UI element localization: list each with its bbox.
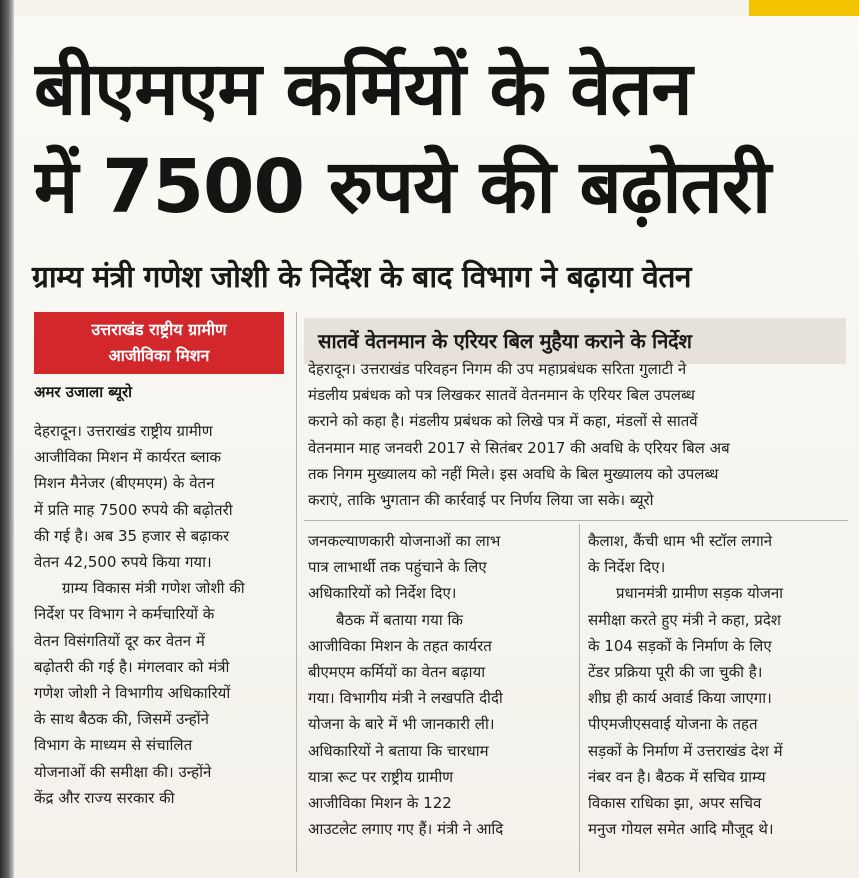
column-line: आजीविका मिशन में कार्यरत ब्लाक [34,448,221,467]
section-tag [34,312,284,374]
column-line: अधिकारियों को निर्देश दिए। [308,584,457,603]
sidebar-heading: सातवें वेतनमान के एरियर बिल मुहैया कराने के निर्देश [304,318,846,364]
story-column-left [34,418,284,811]
column-line: देहरादून। उत्तराखंड राष्ट्रीय ग्रामीण [34,422,213,440]
column-line: कैलाश, कैंची धाम भी स्टॉल लगाने [588,532,773,550]
section-tag-line-1: उत्तराखंड राष्ट्रीय ग्रामीण [91,320,227,339]
column-line: गया। विभागीय मंत्री ने लखपति दीदी [308,689,503,708]
column-line: योजना के बारे में भी जानकारी ली। [308,715,495,734]
column-line: बीएमएम कर्मियों का वेतन बढ़ाया [308,663,486,682]
sidebar-bottom-rule [304,520,848,521]
column-line: पात्र लाभार्थी तक पहुंचाने के लिए [308,558,487,577]
sidebar-line: कराएं, ताकि भुगतान की कार्रवाई पर निर्णय लिया जा सके। ब्यूरो [308,491,654,510]
headline [34,40,846,236]
column-line: वेतन 42,500 रुपये किया गया। [34,553,212,572]
column-line: सड़कों के निर्माण में उत्तराखंड देश में [588,741,783,760]
column-line: ग्राम्य विकास मंत्री गणेश जोशी की [62,579,245,598]
column-line: मिशन मैनेजर (बीएमएम) के वेतन [34,474,215,493]
sidebar-line: कराने को कहा है। मंडलीय प्रबंधक को लिखे पत्र में कहा, मंडलों से सातवें [308,412,698,431]
column-line: अधिकारियों ने बताया कि चारधाम [308,741,489,760]
top-strip [14,0,859,16]
column-line: गणेश जोशी ने विभागीय अधिकारियों [34,684,231,703]
column-divider-right [579,524,580,872]
column-line: निर्देश पर विभाग ने कर्मचारियों के [34,605,215,624]
column-line: समीक्षा करते हुए मंत्री ने कहा, प्रदेश [588,610,782,629]
column-line: में प्रति माह 7500 रुपये की बढ़ोतरी [34,500,233,519]
sidebar-line: वेतनमान माह जनवरी 2017 से सितंबर 2017 की अवधि के एरियर बिल अब [308,438,730,457]
column-line: वेतन विसंगतियों दूर कर वेतन में [34,631,205,650]
column-line: प्रधानमंत्री ग्रामीण सड़क योजना [616,584,784,603]
column-line: शीघ्र ही कार्य अवार्ड किया जाएगा। [588,689,772,708]
column-line: बैठक में बताया गया कि [336,610,463,629]
section-tag-line-2: आजीविका मिशन [108,346,210,365]
sidebar-line: तक निगम मुख्यालय को नहीं मिले। इस अवधि के बिल मुख्यालय को उपलब्ध [308,464,719,483]
headline-line-2: में 7500 रुपये की बढ़ोतरी [34,144,771,230]
column-line: के 104 सड़कों के निर्माण के लिए [588,636,772,655]
column-line: जनकल्याणकारी योजनाओं का लाभ [308,532,501,550]
headline-line-1: बीएमएम कर्मियों के वेतन [34,46,692,132]
column-line: आजीविका मिशन के तहत कार्यरत [308,636,492,655]
story-column-right [588,528,848,842]
column-line: विभाग के माध्यम से संचालित [34,736,193,755]
column-line: पीएमजीएसवाई योजना के तहत [588,715,758,734]
column-line: टेंडर प्रक्रिया पूरी की जा चुकी है। [588,663,763,682]
column-line: की गई है। अब 35 हजार से बढ़ाकर [34,526,230,545]
column-line: यात्रा रूट पर राष्ट्रीय ग्रामीण [308,767,454,786]
column-line: मनुज गोयल समेत आदि मौजूद थे। [588,820,774,839]
column-line: के निर्देश दिए। [588,558,666,577]
column-line: बढ़ोतरी की गई है। मंगलवार को मंत्री [34,657,230,676]
byline: अमर उजाला ब्यूरो [34,383,133,401]
sidebar-line: मंडलीय प्रबंधक को पत्र लिखकर सातवें वेतनमान के एरियर बिल उपलब्ध [308,386,695,405]
column-line: योजनाओं की समीक्षा की। उन्होंने [34,762,212,781]
column-line: विकास राधिका झा, अपर सचिव [588,794,762,813]
sidebar-line: देहरादून। उत्तराखंड परिवहन निगम की उप महाप्रबंधक सरिता गुलाटी ने [308,360,687,378]
column-line: नंबर वन है। बैठक में सचिव ग्राम्य [588,767,766,786]
deck-subheadline: ग्राम्य मंत्री गणेश जोशी के निर्देश के बाद विभाग ने बढ़ाया वेतन [32,260,692,295]
column-line: के साथ बैठक की, जिसमें उन्होंने [34,710,209,729]
column-divider-left [296,312,297,872]
story-column-middle [308,528,570,842]
page-edge-shadow [0,0,14,878]
column-line: केंद्र और राज्य सरकार की [34,788,175,807]
column-line: आजीविका मिशन के 122 [308,794,452,813]
sidebar-story [308,356,844,513]
column-line: आउटलेट लगाए गए हैं। मंत्री ने आदि [308,820,504,839]
yellow-banner-fragment [749,0,859,16]
